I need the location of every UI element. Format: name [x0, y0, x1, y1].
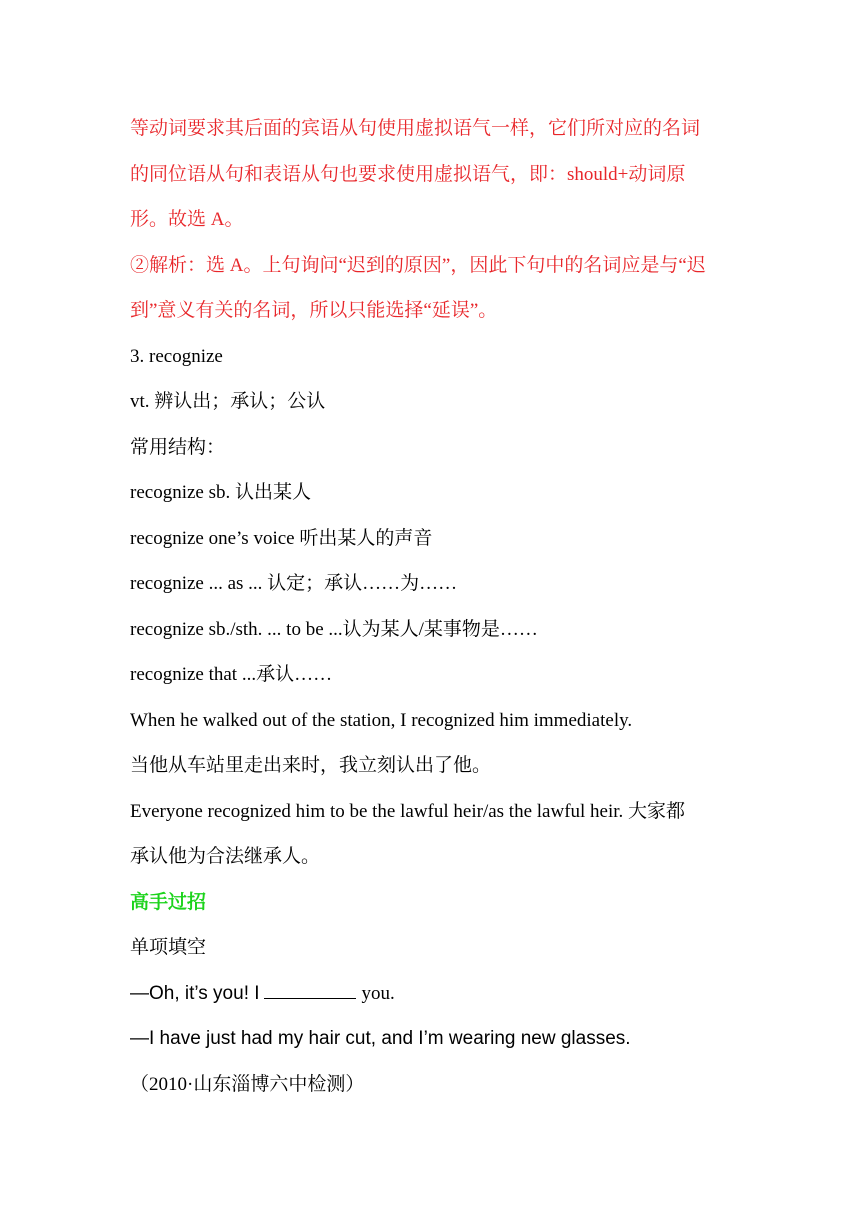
explanation-line: ②解析：选 A。上句询问“迟到的原因”，因此下句中的名词应是与“迟	[130, 254, 706, 276]
answer-blank	[264, 982, 356, 999]
answer-line: —I have just had my hair cut, and I’m wearing new glasses.	[130, 1028, 631, 1049]
structure-item: recognize one’s voice 听出某人的声音	[130, 527, 433, 549]
question-text-end: you.	[361, 982, 395, 1004]
example-sentence-zh: 承认他为合法继承人。	[130, 846, 321, 867]
structure-item: recognize sb. 认出某人	[130, 482, 311, 503]
structures-label: 常用结构：	[130, 436, 226, 458]
explanation-line: 的同位语从句和表语从句也要求使用虚拟语气，即：should+动词原	[130, 163, 686, 185]
example-sentence-zh: 当他从车站里走出来时，我立刻认出了他。	[130, 755, 492, 776]
vocab-heading: 3. recognize	[130, 345, 223, 367]
explanation-line: 到”意义有关的名词，所以只能选择“延误”。	[130, 300, 498, 321]
document-page	[130, 106, 740, 1107]
exercise-type: 单项填空	[130, 937, 207, 958]
question-line	[130, 971, 740, 1017]
structure-item: recognize sb./sth. ... to be ...认为某人/某事物是……	[130, 618, 538, 640]
section-title: 高手过招	[130, 891, 207, 913]
question-source: （2010·山东淄博六中检测）	[130, 1073, 365, 1095]
question-text: —Oh, it’s you! I	[130, 982, 260, 1004]
vocab-definition: vt. 辨认出；承认；公认	[130, 391, 326, 412]
explanation-line: 形。故选 A。	[130, 209, 244, 230]
structure-item: recognize that ...承认……	[130, 664, 333, 685]
example-sentence-en: Everyone recognized him to be the lawful heir/as the lawful heir. 大家都	[130, 800, 686, 822]
explanation-line: 等动词要求其后面的宾语从句使用虚拟语气一样，它们所对应的名词	[130, 118, 701, 139]
example-sentence-en: When he walked out of the station, I recognized him immediately.	[130, 709, 633, 731]
structure-item: recognize ... as ... 认定；承认……为……	[130, 573, 458, 594]
